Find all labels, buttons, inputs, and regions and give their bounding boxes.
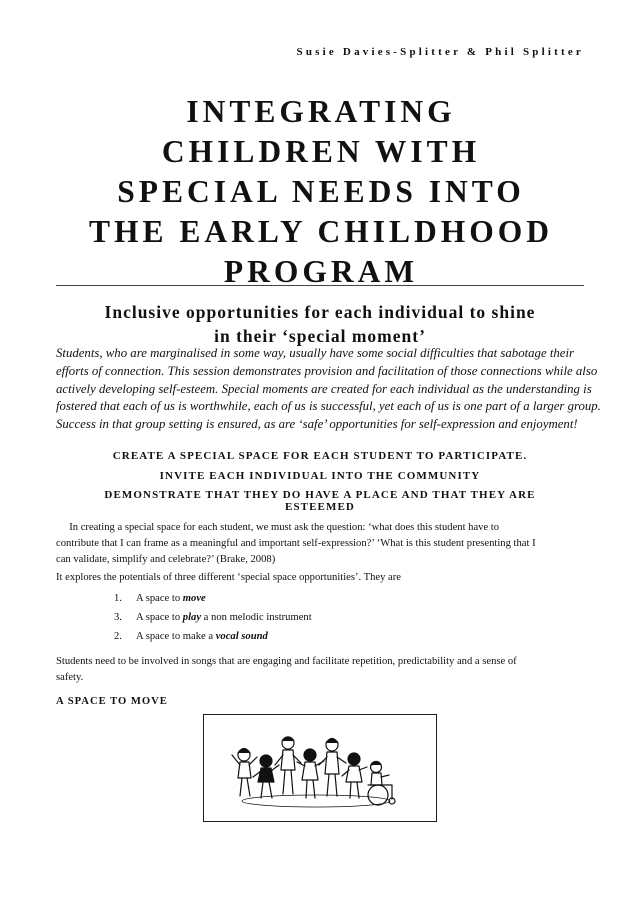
child-figure: [253, 755, 279, 798]
author-header: Susie Davies-Splitter & Phil Splitter: [296, 46, 584, 58]
paragraph-line: can validate, simplify and celebrate?’ (Brake, 2008): [56, 554, 276, 565]
child-figure: [297, 749, 324, 798]
paragraph-line: In creating a special space for each student, we must ask the question: ‘what does this student have to: [56, 522, 500, 533]
intro-line: efforts of connection. This session demonstrates provision and facilitation of those connections while also: [56, 363, 598, 378]
intro-line: actively developing self-esteem. Special moments are created for each individual as the understanding is: [56, 381, 592, 396]
intro-line: Students, who are marginalised in some way, usually have some social difficulties that sabotage their: [56, 346, 574, 360]
list-item: [114, 627, 312, 646]
child-figure: [342, 753, 367, 798]
list-number: 1.: [114, 593, 122, 604]
list-keyword: play: [182, 612, 202, 623]
list-keyword: vocal sound: [215, 631, 268, 642]
list-number: 2.: [114, 631, 122, 642]
list-item: [114, 608, 312, 627]
list-item: [114, 589, 312, 608]
list-text: a non melodic instrument: [201, 612, 312, 623]
title-divider: [56, 285, 584, 286]
list-text: A space to: [136, 612, 183, 623]
intro-line: Success in that group setting is ensured, as are ‘safe’ opportunities for self-expression and enjoyment!: [56, 417, 578, 432]
page-title: [58, 92, 584, 292]
key-statement-demonstrate: [56, 489, 584, 513]
opportunities-list: [114, 589, 312, 646]
title-line: INTEGRATING: [186, 94, 456, 129]
child-figure: [232, 749, 257, 797]
paragraph-line: It explores the potentials of three different ‘special space opportunities’. They are: [56, 572, 401, 583]
title-line: PROGRAM: [223, 254, 419, 289]
title-line: THE EARLY CHILDHOOD: [89, 214, 553, 249]
body-paragraph: [56, 570, 586, 586]
title-line: SPECIAL NEEDS INTO: [117, 174, 525, 209]
key-statement-line: ESTEEMED: [285, 501, 355, 513]
child-figure: [319, 739, 346, 797]
children-illustration: [203, 714, 437, 822]
key-statement-invite: INVITE EACH INDIVIDUAL INTO THE COMMUNITY: [159, 470, 481, 482]
body-paragraph: [56, 520, 586, 568]
body-paragraph: [56, 654, 586, 686]
children-dancing-drawing: [204, 715, 436, 821]
subtitle-line: Inclusive opportunities for each individual to shine: [104, 302, 536, 322]
list-text: A space to make a: [136, 631, 216, 642]
key-statement-line: DEMONSTRATE THAT THEY DO HAVE A PLACE AND THAT THEY ARE: [104, 489, 536, 501]
title-line: CHILDREN WITH: [161, 134, 481, 169]
paragraph-line: contribute that I can frame as a meaningful and important self-expression?’ ‘What is this student presenting that I: [56, 538, 536, 549]
intro-paragraph: [56, 345, 601, 434]
section-heading: A SPACE TO MOVE: [56, 696, 168, 707]
key-statement-create-space: CREATE A SPECIAL SPACE FOR EACH STUDENT TO PARTICIPATE.: [112, 450, 528, 462]
paragraph-line: safety.: [56, 672, 84, 683]
paragraph-line: Students need to be involved in songs that are engaging and facilitate repetition, predictability and a sense of: [56, 656, 517, 667]
list-number: 3.: [114, 612, 122, 623]
intro-line: fostered that each of us is worthwhile, each of us is successful, yet each of us is one part of a larger group.: [56, 399, 601, 414]
subtitle-line: in their ‘special moment’: [214, 326, 426, 346]
list-keyword: move: [182, 593, 206, 604]
list-text: A space to: [136, 593, 183, 604]
subtitle: [56, 300, 584, 348]
